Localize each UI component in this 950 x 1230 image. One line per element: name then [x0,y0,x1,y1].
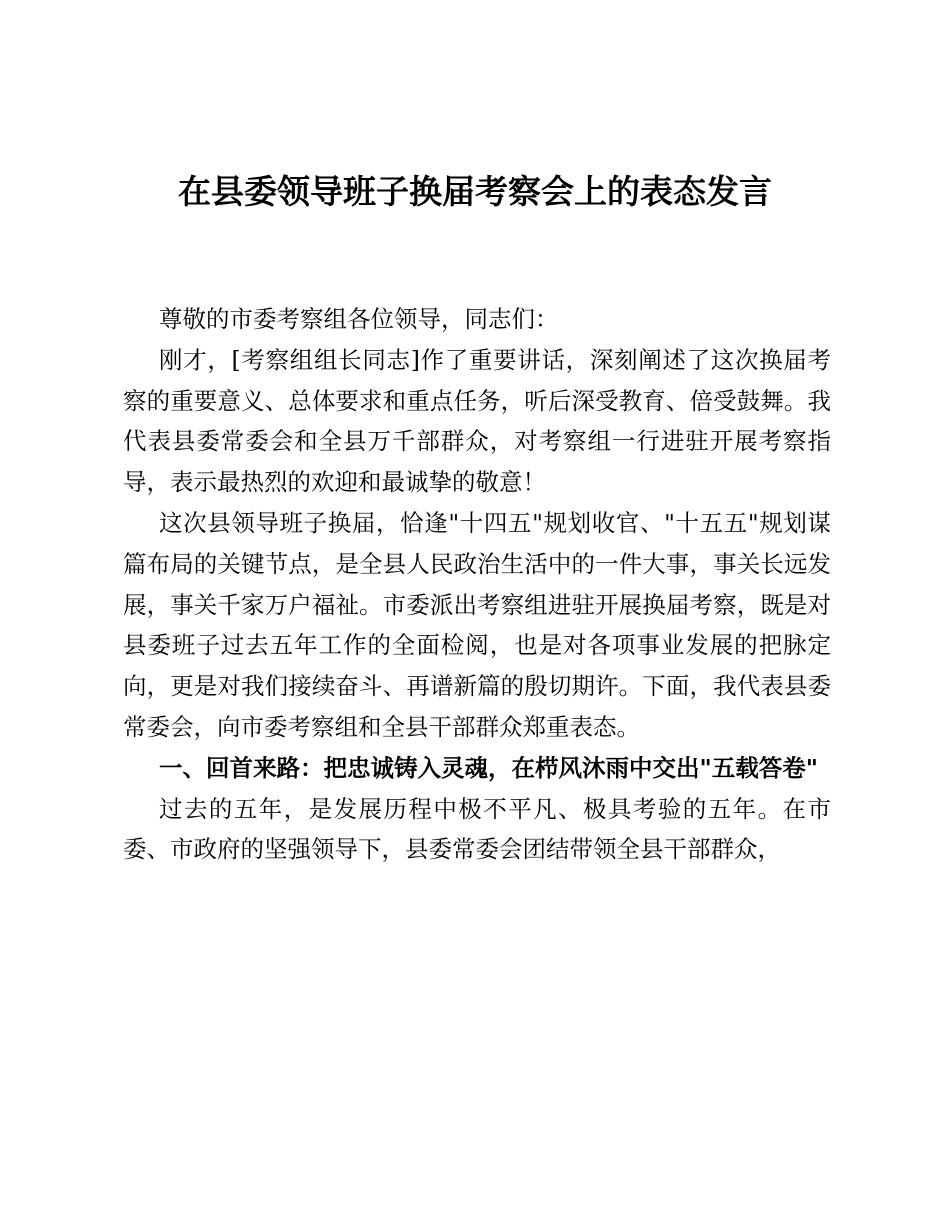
review-paragraph: 过去的五年，是发展历程中极不平凡、极具考验的五年。在市委、市政府的坚强领导下，县委常委会团结带领全县干部群众， [123,794,831,864]
section-heading-1: 一、回首来路：把忠诚铸入灵魂，在栉风沐雨中交出"五载答卷" [159,753,818,782]
document-title: 在县委领导班子换届考察会上的表态发言 [178,172,772,211]
opening-paragraph: 刚才，[考察组组长同志]作了重要讲话，深刻阐述了这次换届考察的重要意义、总体要求和重点任务，听后深受教育、倍受鼓舞。我代表县委常委会和全县万千部群众，对考察组一行进驻开展考察指导，表示最热烈的欢迎和最诚挚的敬意！ [123,345,831,497]
document-body [123,299,831,870]
context-paragraph: 这次县领导班子换届，恰逢"十四五"规划收官、"十五五"规划谋篇布局的关键节点，是全县人民政治生活中的一件大事，事关长远发展，事关千家万户福祉。市委派出考察组进驻开展换届考察，既是对县委班子过去五年工作的全面检阅，也是对各项事业发展的把脉定向，更是对我们接续奋斗、再谱新篇的殷切期许。下面，我代表县委常委会，向市委考察组和全县干部群众郑重表态。 [123,508,831,741]
salutation-paragraph: 尊敬的市委考察组各位领导，同志们： [159,305,559,333]
